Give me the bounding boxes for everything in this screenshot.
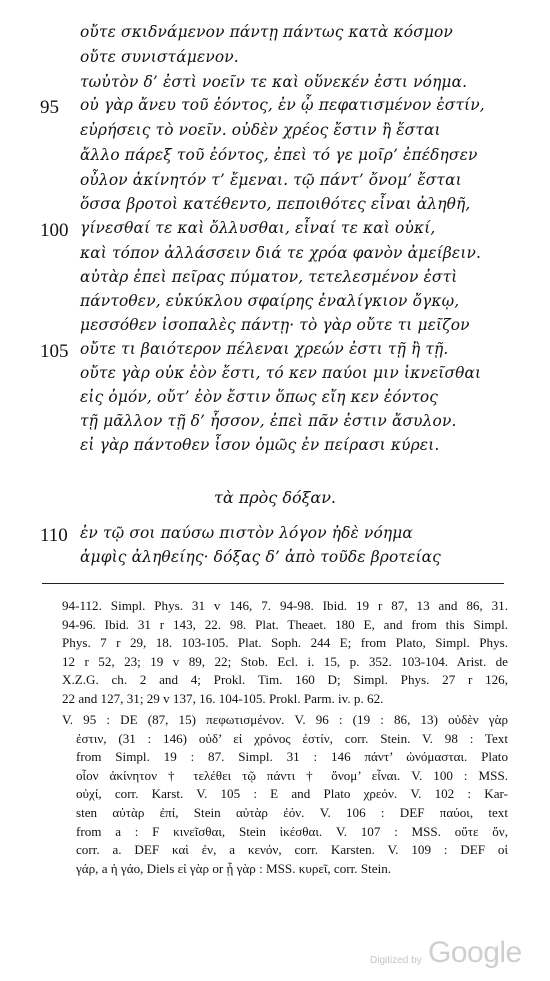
verse-line [0, 23, 550, 47]
note-line: corr. a. DEF καὶ ἐν, a κενόν, corr. Karsten. V. 109 : DEF οἱ [76, 842, 508, 858]
verse-line [0, 340, 550, 364]
note-line: V. 95 : DE (87, 15) πεφωτισμένον. V. 96 : (19 : 86, 13) οὐδὲν γὰρ [62, 712, 508, 727]
note-line: ἐστιν, (31 : 146) οὐδ’ εἰ χρόνος ἐστίν, corr. Stein. V. 98 : Text [76, 730, 508, 746]
verse-line [0, 219, 550, 243]
note-line: οὐχί, corr. Karst. V. 105 : E and Plato χρεόν. V. 102 : Kar- [76, 786, 508, 802]
verse-line [0, 292, 550, 316]
verse-text: οὔτε τι βαιότερον πέλεναι χρεών ἐστι τῇ ἢ τῇ. [80, 340, 449, 358]
verse-text: ἐν τῷ σοι παύσω πιστὸν λόγον ἠδὲ νόημα [80, 524, 413, 542]
verse-line [0, 195, 550, 219]
verse-text: οὖλον ἀκίνητόν τ’ ἔμεναι. τῷ πάντ’ ὄνομ’ ἔσται [80, 171, 462, 189]
note-line: 94-96. Ibid. 31 r 143, 22. 98. Plat. Theaet. 180 E, and from this Simpl. [62, 616, 508, 632]
apparatus-notes [62, 711, 508, 878]
verse-text: οὔτε γὰρ οὐκ ἐὸν ἔστι, τό κεν παύοι μιν ἱκνεῖσθαι [80, 364, 482, 382]
verse-text: οὐ γὰρ ἄνευ τοῦ ἐόντος, ἐν ᾧ πεφατισμένον ἐστίν, [80, 96, 485, 114]
verse-text: οὔτε σκιδνάμενον πάντῃ πάντως κατὰ κόσμον [80, 23, 453, 41]
verse-line [0, 524, 550, 548]
note-line: 12 r 52, 23; 19 v 89, 22; Stob. Ecl. i. 15, p. 352. 103-104. Arist. de [62, 653, 508, 669]
verse-text: οὔτε συνιστάμενον. [80, 48, 239, 66]
note-line: Phys. 7 r 29, 18. 103-105. Plat. Soph. 244 E; from Plato, Simpl. Phys. [62, 635, 508, 651]
verse-line [0, 412, 550, 436]
verse-text: τωὐτὸν δ’ ἐστὶ νοεῖν τε καὶ οὕνεκέν ἐστι νόημα. [80, 73, 468, 91]
note-line: 22 and 127, 31; 29 v 137, 16. 104-105. Prokl. Parm. iv. p. 62. [62, 690, 384, 706]
verse-text: καὶ τόπον ἀλλάσσειν διά τε χρόα φανὸν ἀμείβειν. [80, 244, 482, 262]
verse-line [0, 244, 550, 268]
note-line: from Simpl. 19 : 87. Simpl. 31 : 146 πάντ’ ὠνόμασται. Plato [76, 749, 508, 765]
google-watermark [370, 936, 540, 976]
note-line: sten αὐτὰρ ἐπί, Stein αὐτὰρ ἐόν. V. 106 : DEF παύοι, text [76, 804, 508, 820]
verse-text: ἀμφὶς ἀληθείης· δόξας δ’ ἀπὸ τοῦδε βροτείας [80, 548, 441, 566]
note-line: οἷον ἀκίνητον † τελέθει τῷ πάντι † ὄνομ’ εἶναι. V. 100 : MSS. [76, 767, 508, 783]
verse-line [0, 268, 550, 292]
verse-line [0, 48, 550, 72]
verse-line [0, 146, 550, 170]
verse-text: αὐτὰρ ἐπεὶ πεῖρας πύματον, τετελεσμένον ἐστὶ [80, 268, 458, 286]
verse-line [0, 548, 550, 572]
verse-text: εἰ γὰρ πάντοθεν ἶσον ὁμῶς ἐν πείρασι κύρει. [80, 436, 440, 454]
line-number: 95 [40, 97, 59, 118]
verse-text: γίνεσθαί τε καὶ ὄλλυσθαι, εἶναί τε καὶ οὐκί, [80, 219, 436, 237]
footnote-divider [42, 583, 504, 584]
note-line: γάρ, a ἡ γάο, Diels εἰ γὰρ or ᾗ γὰρ : MSS. κυρεῖ, corr. Stein. [76, 860, 392, 876]
verse-line [0, 96, 550, 120]
verse-line [0, 73, 550, 97]
verse-line [0, 121, 550, 145]
verse-text: εὑρήσεις τὸ νοεῖν. οὐδὲν χρέος ἔστιν ἢ ἔσται [80, 121, 441, 139]
verse-text: μεσσόθεν ἰσοπαλὲς πάντῃ· τὸ γὰρ οὔτε τι μεῖζον [80, 316, 470, 334]
section-heading: τὰ πρὸς δόξαν. [213, 488, 337, 507]
line-number: 105 [40, 341, 69, 362]
verse-line [0, 388, 550, 412]
verse-line [0, 436, 550, 460]
verse-text: ἄλλο πάρεξ τοῦ ἐόντος, ἐπεὶ τό γε μοῖρ’ ἐπέδησεν [80, 146, 478, 164]
verse-text: τῇ μᾶλλον τῇ δ’ ἧσσον, ἐπεὶ πᾶν ἐστιν ἄσυλον. [80, 412, 457, 430]
verse-text: ὅσσα βροτοὶ κατέθεντο, πεποιθότες εἶναι ἀληθῆ, [80, 195, 471, 213]
verse-line [0, 171, 550, 195]
verse-line [0, 364, 550, 388]
source-notes [62, 597, 508, 709]
note-line: X.Z.G. ch. 2 and 4; Prokl. Tim. 160 D; Simpl. Phys. 27 r 126, [62, 672, 508, 688]
line-number: 110 [40, 525, 68, 546]
google-logo: Google [428, 936, 522, 969]
note-line: 94-112. Simpl. Phys. 31 v 146, 7. 94-98. Ibid. 19 r 87, 13 and 86, 31. [62, 598, 508, 613]
verse-line [0, 316, 550, 340]
verse-text: εἰς ὁμόν, οὔτ’ ἐὸν ἔστιν ὅπως εἴη κεν ἐόντος [80, 388, 439, 406]
note-line: from a : F κινεῖσθαι, Stein ἱκέσθαι. V. 107 : MSS. οὔτε ὄν, [76, 823, 508, 839]
verse-text: πάντοθεν, εὐκύκλου σφαίρης ἐναλίγκιον ὄγκῳ, [80, 292, 460, 310]
line-number: 100 [40, 220, 69, 241]
digitized-by-label: Digitized by [370, 955, 422, 966]
